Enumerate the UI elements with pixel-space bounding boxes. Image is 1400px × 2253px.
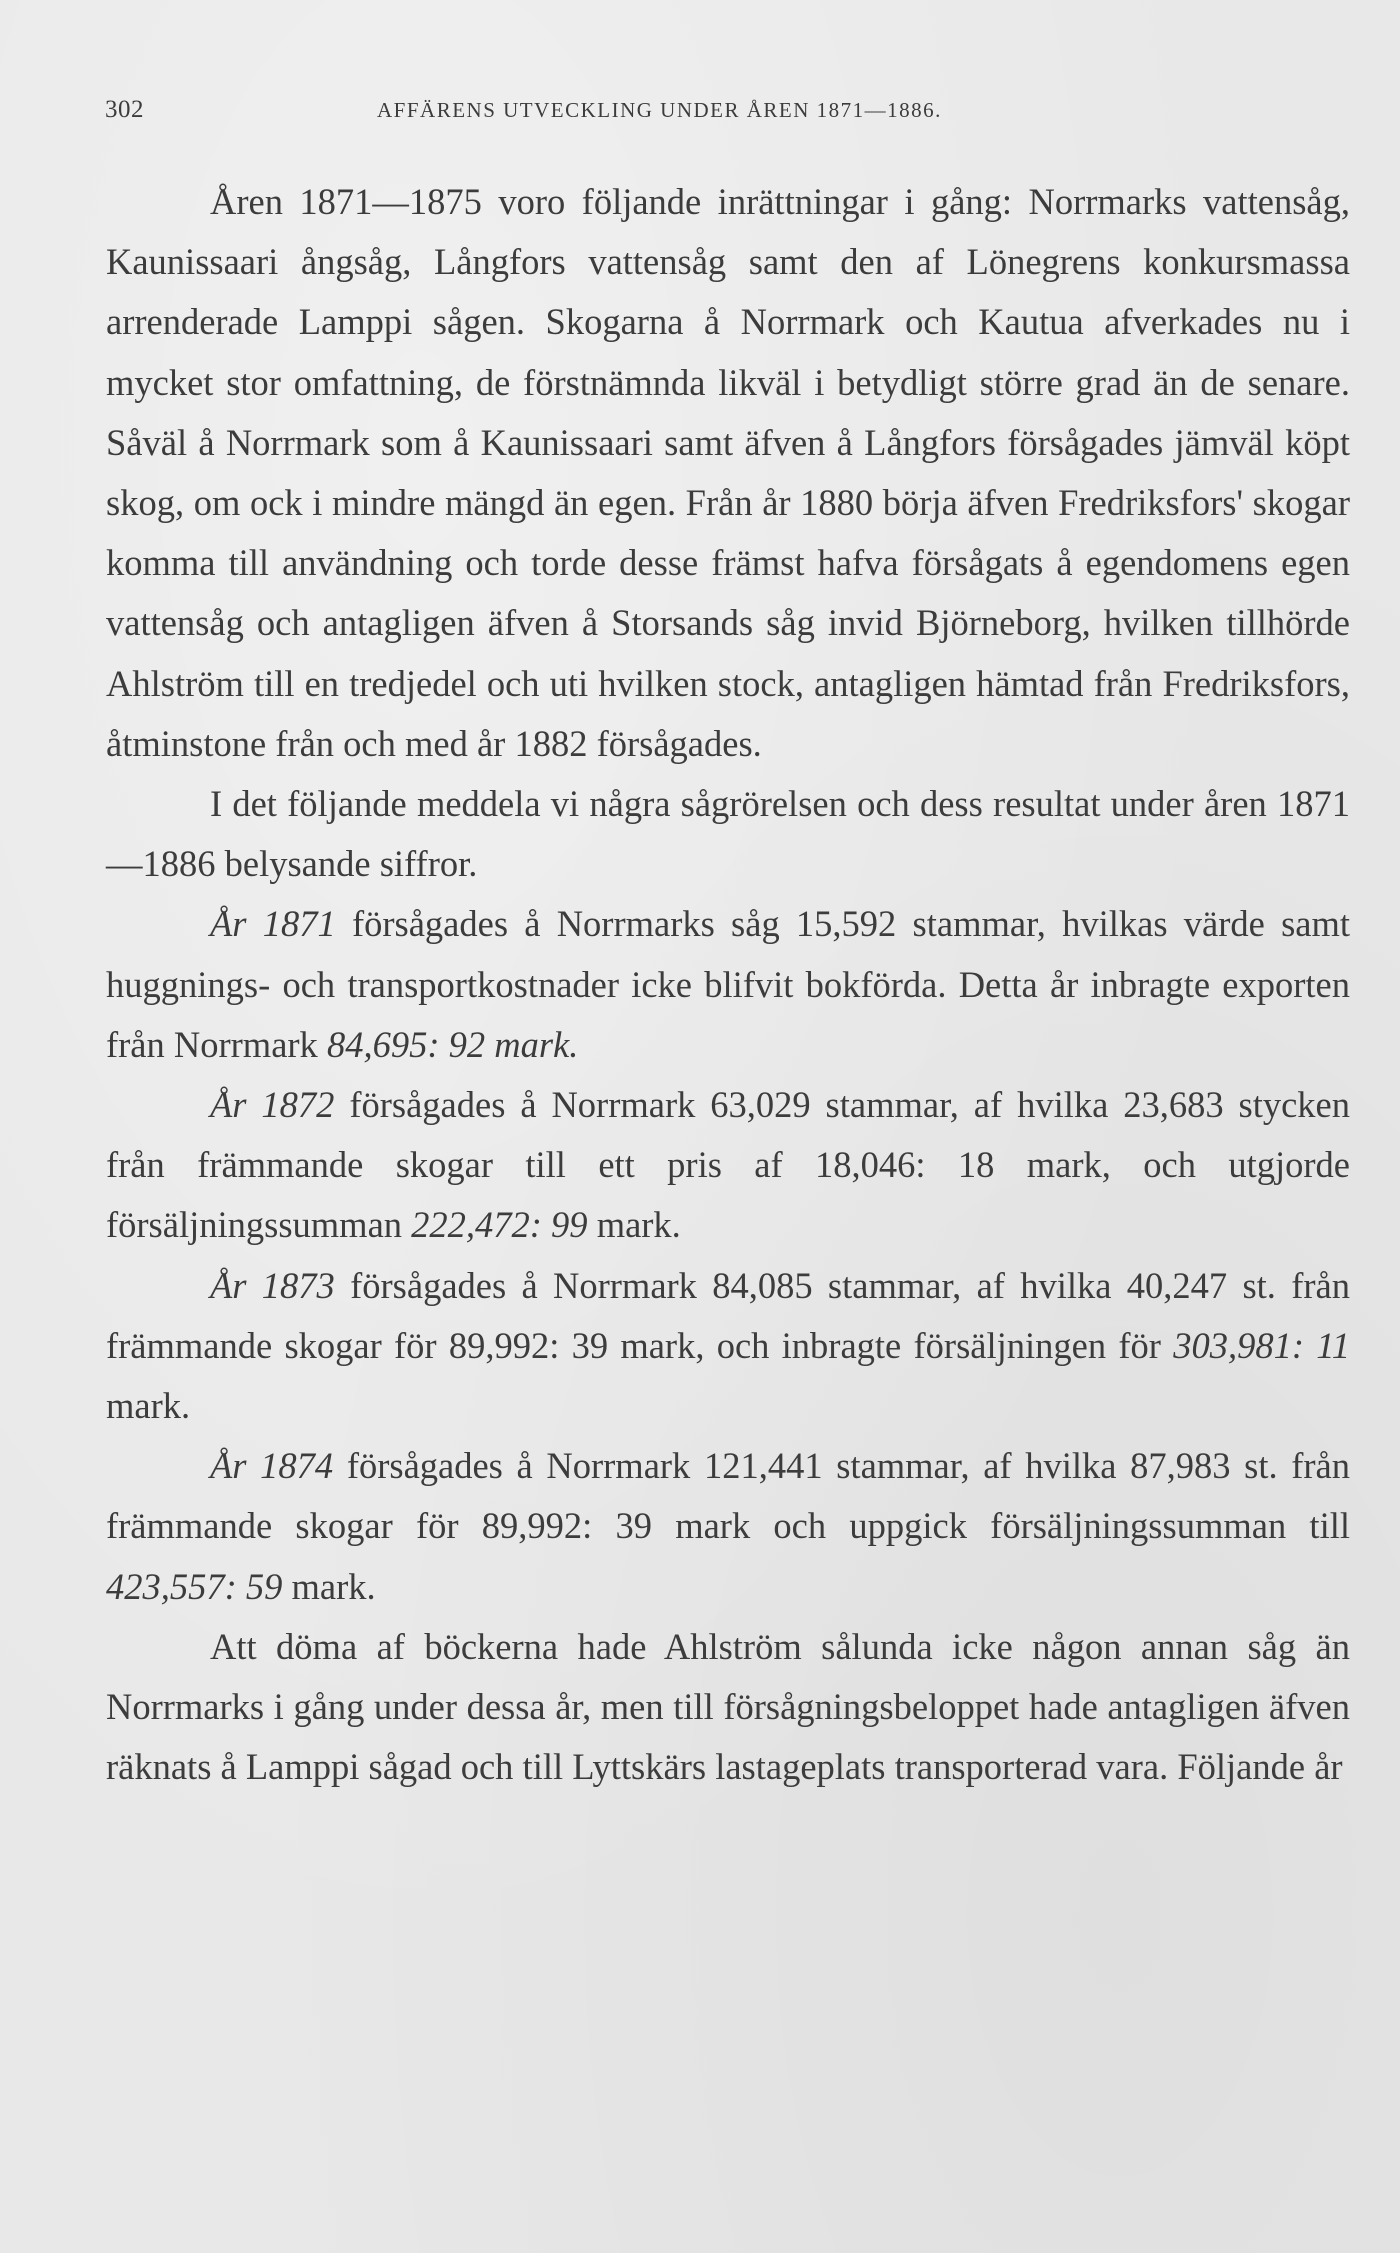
year-label: År 1871 xyxy=(210,903,336,945)
paragraph-year-1873 xyxy=(106,1256,1350,1437)
amount: 222,472: 99 xyxy=(411,1204,588,1246)
paragraph-text: försågades å Norrmark 121,441 stammar, af hvilka 87,983 st. från främmande skogar för 89,992: 39 mark och uppgick försäljningssumman till xyxy=(106,1445,1351,1547)
paragraph-text-end: mark. xyxy=(106,1385,191,1427)
body-text xyxy=(106,172,1350,1797)
paragraph-text: försågades å Norrmarks såg 15,592 stammar, hvilkas värde samt huggnings- och transportkostnader icke blifvit bokförda. Detta år inbragte exporten från Norrmark xyxy=(106,903,1351,1065)
year-label: År 1874 xyxy=(210,1445,334,1487)
year-label: År 1872 xyxy=(210,1084,335,1126)
paragraph-text-end: mark. xyxy=(291,1565,376,1607)
paragraph-year-1874 xyxy=(106,1436,1350,1617)
running-head xyxy=(105,96,1350,126)
page-number: 302 xyxy=(105,96,144,123)
paragraph-text: försågades å Norrmark 63,029 stammar, af hvilka 23,683 stycken från främmande skogar till ett pris af 18,046: 18 mark, och utgjorde försäljningssumman xyxy=(106,1084,1351,1246)
amount: 84,695: 92 mark. xyxy=(326,1023,579,1065)
paragraph-year-1871 xyxy=(106,894,1350,1075)
paragraph-year-1872 xyxy=(106,1075,1350,1256)
amount: 423,557: 59 xyxy=(106,1565,283,1607)
year-label: År 1873 xyxy=(210,1264,335,1306)
paragraph-text-end: mark. xyxy=(596,1204,681,1246)
amount: 303,981: 11 xyxy=(1173,1324,1351,1366)
running-title: AFFÄRENS UTVECKLING UNDER ÅREN 1871—1886. xyxy=(377,98,942,122)
paragraph-introduction-figures: I det följande meddela vi några sågrörelsen och dess resultat under åren 1871—1886 belysande siffror. xyxy=(106,783,1350,885)
paragraph-text: försågades å Norrmark 84,085 stammar, af hvilka 40,247 st. från främmande skogar för 89,992: 39 mark, och inbragte försäljningen för xyxy=(106,1264,1350,1366)
paragraph-sawmills-1871-1875: Åren 1871—1875 voro följande inrättningar i gång: Norrmarks vattensåg, Kaunissaari ångsåg, Långfors vattensåg samt den af Lönegrens konkursmassa arrenderade Lamppi sågen. Skogarna å Norrmark och Kautua afverkades nu i mycket stor omfattning, de förstnämnda likväl i betydligt större grad än de senare. Såväl å Norrmark som å Kaunissaari samt äfven å Långfors försågades jämväl köpt skog, om ock i mindre mängd än egen. Från år 1880 börja äfven Fredriksfors' skogar komma till användning och torde desse främst hafva försågats å egendomens egen vattensåg och antagligen äfven å Storsands såg invid Björneborg, hvilken tillhörde Ahlström till en tredjedel och uti hvilken stock, antagligen hämtad från Fredriksfors, åtminstone från och med år 1882 försågades. xyxy=(106,181,1350,764)
paragraph-ahlstrom-books: Att döma af böckerna hade Ahlström sålunda icke någon annan såg än Norrmarks i gång under dessa år, men till försågningsbeloppet hade antagligen äfven räknats å Lamppi sågad och till Lyttskärs lastageplats transporterad vara. Följande år xyxy=(106,1625,1350,1788)
